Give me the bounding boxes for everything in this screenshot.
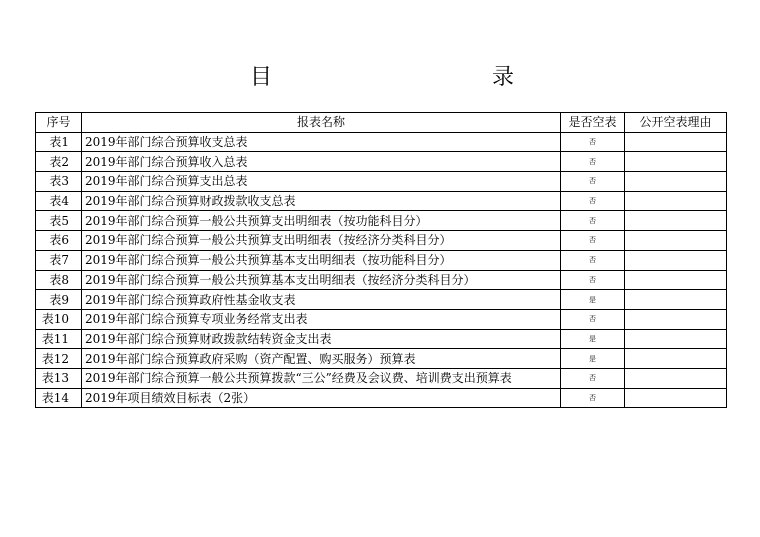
table-row (36, 349, 727, 369)
row-name: 2019年部门综合预算一般公共预算支出明细表（按经济分类科目分） (82, 231, 561, 251)
row-reason (625, 309, 727, 329)
row-name: 2019年部门综合预算政府性基金收支表 (82, 290, 561, 310)
row-index: 表7 (36, 250, 82, 270)
row-reason (625, 290, 727, 310)
row-name: 2019年部门综合预算收入总表 (82, 152, 561, 172)
row-index: 表10 (36, 309, 82, 329)
row-reason (625, 368, 727, 388)
row-reason (625, 270, 727, 290)
row-empty: 否 (561, 368, 625, 388)
table-row (36, 329, 727, 349)
row-empty: 否 (561, 211, 625, 231)
row-reason (625, 231, 727, 251)
row-index: 表12 (36, 349, 82, 369)
row-index: 表9 (36, 290, 82, 310)
row-name: 2019年部门综合预算一般公共预算拨款“三公”经费及会议费、培训费支出预算表 (82, 368, 561, 388)
document-title (0, 64, 760, 94)
row-empty: 否 (561, 172, 625, 192)
header-reason: 公开空表理由 (625, 113, 727, 133)
row-empty: 否 (561, 270, 625, 290)
table-row (36, 191, 727, 211)
row-reason (625, 132, 727, 152)
row-reason (625, 349, 727, 369)
row-name: 2019年项目绩效目标表（2张） (82, 388, 561, 408)
row-empty: 否 (561, 309, 625, 329)
table-row (36, 231, 727, 251)
row-name: 2019年部门综合预算政府采购（资产配置、购买服务）预算表 (82, 349, 561, 369)
report-index-table (35, 112, 727, 408)
row-name: 2019年部门综合预算财政拨款收支总表 (82, 191, 561, 211)
row-reason (625, 211, 727, 231)
row-name: 2019年部门综合预算一般公共预算基本支出明细表（按经济分类科目分） (82, 270, 561, 290)
table-row (36, 368, 727, 388)
table-row (36, 290, 727, 310)
row-reason (625, 191, 727, 211)
header-index: 序号 (36, 113, 82, 133)
row-empty: 否 (561, 388, 625, 408)
row-empty: 否 (561, 231, 625, 251)
row-index: 表13 (36, 368, 82, 388)
row-reason (625, 172, 727, 192)
row-empty: 是 (561, 329, 625, 349)
row-empty: 是 (561, 290, 625, 310)
table-row (36, 211, 727, 231)
row-reason (625, 388, 727, 408)
table-row (36, 388, 727, 408)
row-reason (625, 329, 727, 349)
table-row (36, 309, 727, 329)
row-index: 表5 (36, 211, 82, 231)
row-name: 2019年部门综合预算收支总表 (82, 132, 561, 152)
row-index: 表1 (36, 132, 82, 152)
table-row (36, 250, 727, 270)
table-header-row (36, 113, 727, 133)
row-name: 2019年部门综合预算专项业务经常支出表 (82, 309, 561, 329)
row-index: 表8 (36, 270, 82, 290)
row-name: 2019年部门综合预算一般公共预算基本支出明细表（按功能科目分） (82, 250, 561, 270)
table-row (36, 132, 727, 152)
row-empty: 否 (561, 152, 625, 172)
row-name: 2019年部门综合预算支出总表 (82, 172, 561, 192)
table-row (36, 270, 727, 290)
row-empty: 否 (561, 132, 625, 152)
row-index: 表3 (36, 172, 82, 192)
row-empty: 否 (561, 191, 625, 211)
row-name: 2019年部门综合预算一般公共预算支出明细表（按功能科目分） (82, 211, 561, 231)
row-name: 2019年部门综合预算财政拨款结转资金支出表 (82, 329, 561, 349)
row-index: 表11 (36, 329, 82, 349)
title-part-1: 目 (250, 65, 273, 90)
row-reason (625, 250, 727, 270)
row-index: 表4 (36, 191, 82, 211)
header-empty: 是否空表 (561, 113, 625, 133)
row-index: 表2 (36, 152, 82, 172)
row-index: 表14 (36, 388, 82, 408)
row-reason (625, 152, 727, 172)
row-empty: 是 (561, 349, 625, 369)
table-row (36, 152, 727, 172)
header-name: 报表名称 (82, 113, 561, 133)
row-empty: 否 (561, 250, 625, 270)
table-row (36, 172, 727, 192)
title-part-2: 录 (492, 65, 515, 90)
row-index: 表6 (36, 231, 82, 251)
